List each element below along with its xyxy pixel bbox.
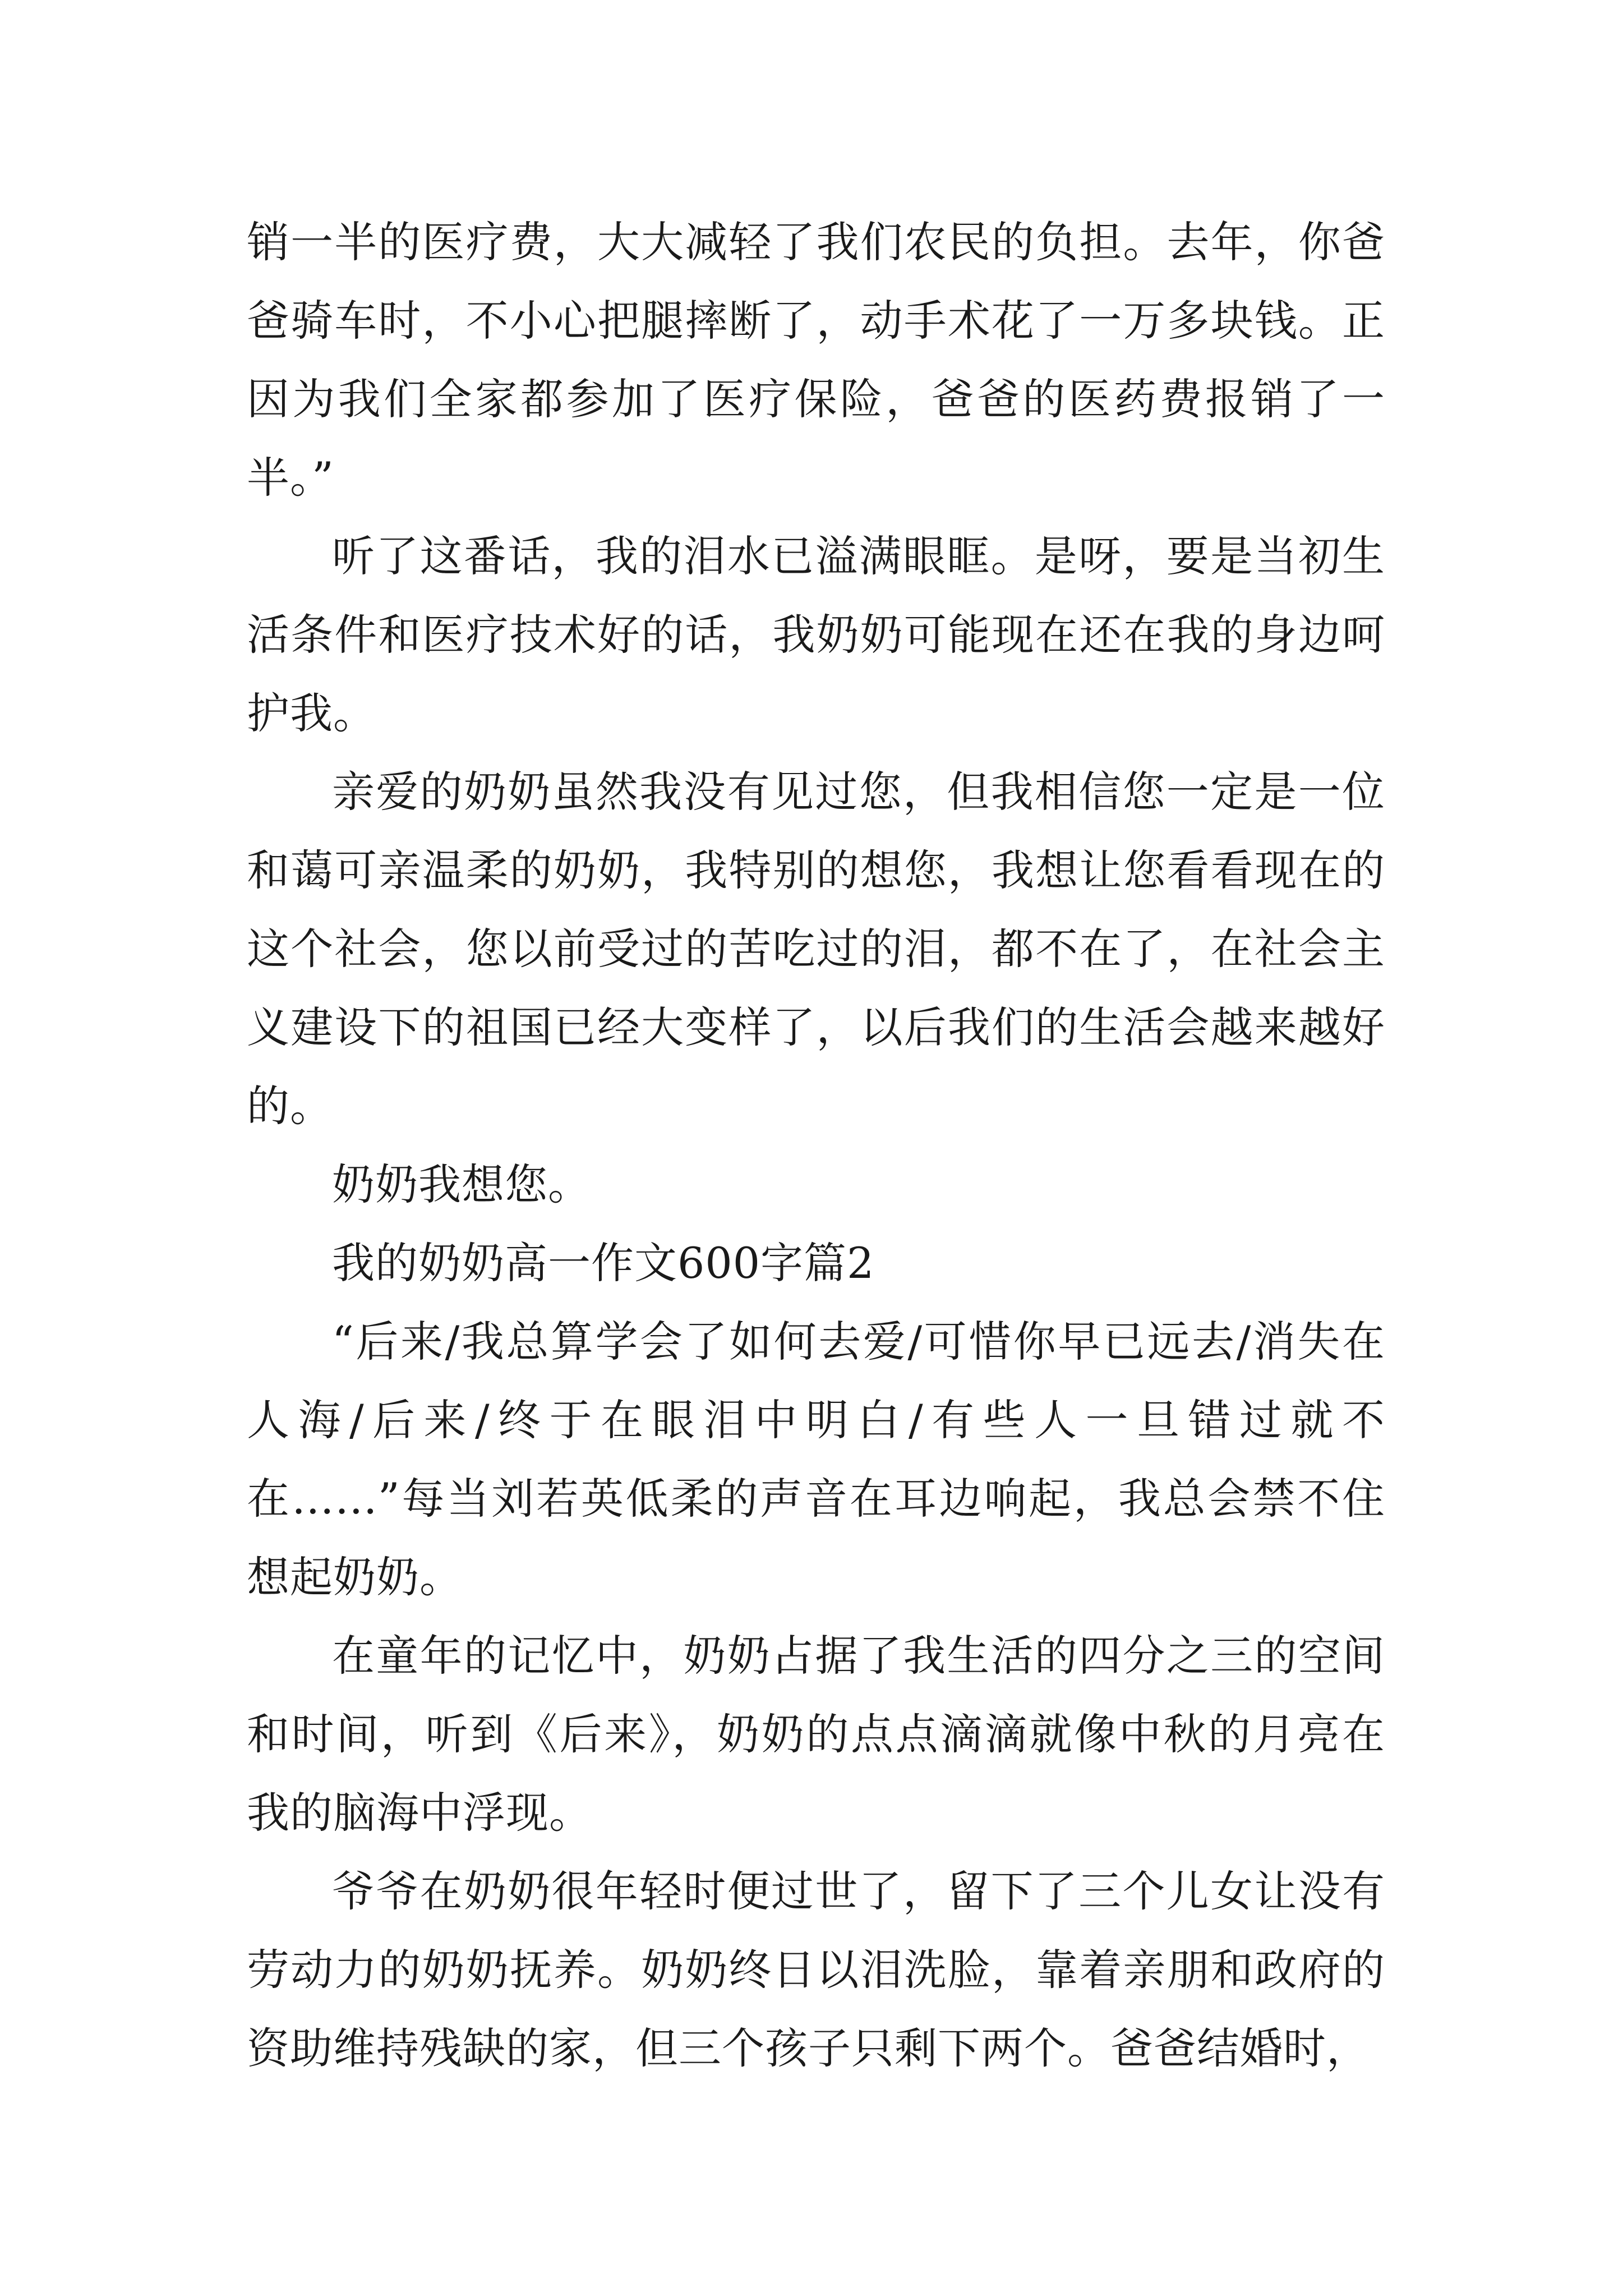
paragraph: 听了这番话，我的泪水已溢满眼眶。是呀，要是当初生活条件和医疗技术好的话，我奶奶可能现在还在我的身边呵护我。 bbox=[247, 531, 1385, 738]
paragraph: 在童年的记忆中，奶奶占据了我生活的四分之三的空间和时间，听到《后来》，奶奶的点点滴滴就像中秋的月亮在我的脑海中浮现。 bbox=[247, 1631, 1385, 1838]
document-body bbox=[247, 203, 1385, 2088]
paragraph: 亲爱的奶奶虽然我没有见过您，但我相信您一定是一位和蔼可亲温柔的奶奶，我特别的想您，我想让您看看现在的这个社会，您以前受过的苦吃过的泪，都不在了，在社会主义建设下的祖国已经大变样了，以后我们的生活会越来越好的。 bbox=[247, 767, 1385, 1131]
paragraph: “后来/我总算学会了如何去爱/可惜你早已远去/消失在人海/后来/终于在眼泪中明白/有些人一旦错过就不在……”每当刘若英低柔的声音在耳边响起，我总会禁不住想起奶奶。 bbox=[247, 1317, 1385, 1602]
section-heading: 我的奶奶高一作文600字篇2 bbox=[332, 1238, 875, 1288]
paragraph-continuation: 销一半的医疗费，大大减轻了我们农民的负担。去年，你爸爸骑车时，不小心把腿摔断了，动手术花了一万多块钱。正因为我们全家都参加了医疗保险，爸爸的医药费报销了一半。” bbox=[247, 217, 1385, 503]
paragraph: 奶奶我想您。 bbox=[332, 1159, 591, 1209]
paragraph: 爷爷在奶奶很年轻时便过世了，留下了三个儿女让没有劳动力的奶奶抚养。奶奶终日以泪洗脸，靠着亲朋和政府的资助维持残缺的家，但三个孩子只剩下两个。爸爸结婚时， bbox=[247, 1866, 1385, 2073]
